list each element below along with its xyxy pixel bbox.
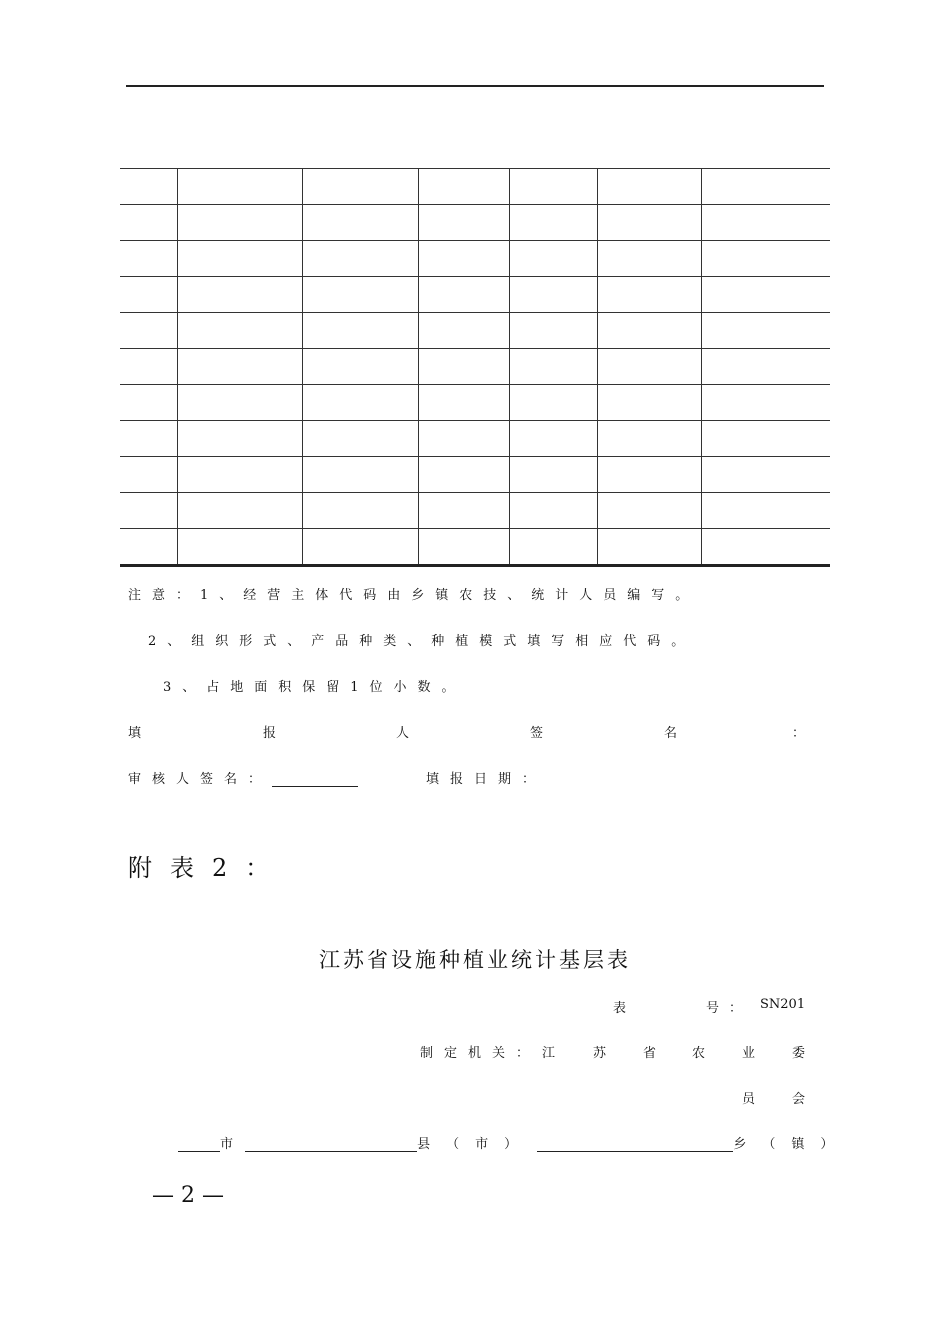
table-cell[interactable]	[418, 205, 509, 241]
table-cell[interactable]	[597, 529, 701, 566]
table-cell[interactable]	[418, 313, 509, 349]
authority-char: 农	[692, 1046, 706, 1061]
county-blank[interactable]	[245, 1137, 417, 1152]
authority-char: 员	[742, 1092, 756, 1107]
table-cell[interactable]	[302, 241, 418, 277]
table-cell[interactable]	[177, 421, 302, 457]
table-cell[interactable]	[597, 349, 701, 385]
top-rule	[126, 85, 824, 87]
table-cell[interactable]	[701, 277, 830, 313]
table-cell[interactable]	[701, 529, 830, 566]
table-cell[interactable]	[509, 241, 597, 277]
table-cell[interactable]	[597, 457, 701, 493]
table-cell[interactable]	[177, 349, 302, 385]
reviewer-signature-row	[128, 768, 358, 787]
table-cell[interactable]	[177, 205, 302, 241]
table-row	[120, 385, 830, 421]
authority-label: 制定机关：	[420, 1046, 541, 1061]
table-cell[interactable]	[701, 169, 830, 205]
table-row	[120, 241, 830, 277]
table-cell[interactable]	[597, 421, 701, 457]
table-cell[interactable]	[509, 457, 597, 493]
table-cell[interactable]	[120, 457, 177, 493]
table-cell[interactable]	[120, 205, 177, 241]
filler-char-2: 报	[263, 726, 277, 741]
table-cell[interactable]	[418, 493, 509, 529]
table-cell[interactable]	[120, 529, 177, 566]
table-cell[interactable]	[177, 457, 302, 493]
table-cell[interactable]	[120, 241, 177, 277]
table-cell[interactable]	[177, 277, 302, 313]
table-cell[interactable]	[418, 385, 509, 421]
table-cell[interactable]	[120, 493, 177, 529]
table-row	[120, 349, 830, 385]
filler-char-4: 签	[530, 726, 544, 741]
table-row	[120, 313, 830, 349]
table-cell[interactable]	[509, 205, 597, 241]
table-cell[interactable]	[701, 313, 830, 349]
table-cell[interactable]	[177, 313, 302, 349]
table-cell[interactable]	[302, 349, 418, 385]
table-row	[120, 457, 830, 493]
table-cell[interactable]	[120, 349, 177, 385]
table-row	[120, 205, 830, 241]
table-cell[interactable]	[418, 529, 509, 566]
note-2: 2、组织形式、产品种类、种植模式填写相应代码。	[148, 634, 696, 649]
table-cell[interactable]	[418, 421, 509, 457]
page-number: — 2 —	[152, 1183, 224, 1208]
table-cell[interactable]	[509, 313, 597, 349]
city-label: 市	[220, 1137, 234, 1152]
table-cell[interactable]	[597, 169, 701, 205]
table-cell[interactable]	[509, 529, 597, 566]
table-cell[interactable]	[597, 385, 701, 421]
note-1: 注意：1、经营主体代码由乡镇农技、统计人员编写。	[128, 588, 700, 603]
authority-char: 省	[643, 1046, 657, 1061]
table-row	[120, 529, 830, 566]
table-cell[interactable]	[302, 169, 418, 205]
authority-char: 委	[792, 1046, 806, 1061]
table-cell[interactable]	[418, 169, 509, 205]
table-cell[interactable]	[597, 277, 701, 313]
table-cell[interactable]	[701, 493, 830, 529]
table-cell[interactable]	[597, 493, 701, 529]
authority-char: 业	[742, 1046, 756, 1061]
reviewer-label: 审核人签名：	[128, 772, 273, 787]
filler-char-5: 名	[664, 726, 678, 741]
table-cell[interactable]	[302, 205, 418, 241]
authority-char: 苏	[593, 1046, 607, 1061]
location-row	[178, 1133, 849, 1152]
town-blank[interactable]	[537, 1137, 733, 1152]
date-label: 填报日期：	[426, 772, 547, 787]
table-cell[interactable]	[177, 493, 302, 529]
table-cell[interactable]	[509, 493, 597, 529]
city-blank[interactable]	[178, 1137, 220, 1152]
table-no-label-2: 号：	[706, 1001, 753, 1016]
table-cell[interactable]	[302, 277, 418, 313]
town-label: 乡（镇）	[733, 1137, 850, 1152]
table-cell[interactable]	[177, 169, 302, 205]
table-cell[interactable]	[509, 421, 597, 457]
table-cell[interactable]	[120, 277, 177, 313]
table-cell[interactable]	[120, 385, 177, 421]
data-table	[120, 168, 830, 567]
table-cell[interactable]	[418, 241, 509, 277]
table-row	[120, 421, 830, 457]
table-row	[120, 493, 830, 529]
table-cell[interactable]	[509, 169, 597, 205]
table-cell[interactable]	[701, 385, 830, 421]
table-cell[interactable]	[120, 313, 177, 349]
table-cell[interactable]	[302, 385, 418, 421]
reviewer-signature-line[interactable]	[272, 772, 358, 787]
table-cell[interactable]	[597, 205, 701, 241]
note-3: 3、占地面积保留1位小数。	[163, 680, 466, 695]
authority-char: 会	[792, 1092, 806, 1107]
table-cell[interactable]	[302, 457, 418, 493]
table-cell[interactable]	[597, 241, 701, 277]
table-no-label: 表	[613, 1001, 627, 1016]
form-title: 江苏省设施种植业统计基层表	[319, 948, 631, 972]
table-cell[interactable]	[418, 457, 509, 493]
table-cell[interactable]	[701, 241, 830, 277]
table-cell[interactable]	[302, 421, 418, 457]
table-row	[120, 169, 830, 205]
table-cell[interactable]	[177, 529, 302, 566]
table-cell[interactable]	[120, 169, 177, 205]
table-cell[interactable]	[302, 529, 418, 566]
table-cell[interactable]	[418, 277, 509, 313]
table-cell[interactable]	[302, 313, 418, 349]
filler-char-1: 填	[128, 726, 142, 741]
table-no-value: SN201	[760, 997, 806, 1012]
county-label: 县（市）	[417, 1137, 534, 1152]
table-cell[interactable]	[509, 277, 597, 313]
table-cell[interactable]	[701, 349, 830, 385]
filler-char-6: ：	[792, 726, 806, 741]
table-cell[interactable]	[120, 421, 177, 457]
table-row	[120, 277, 830, 313]
filler-char-3: 人	[396, 726, 410, 741]
table-cell[interactable]	[701, 457, 830, 493]
table-cell[interactable]	[509, 385, 597, 421]
authority-char: 江	[542, 1046, 556, 1061]
table-cell[interactable]	[177, 241, 302, 277]
table-cell[interactable]	[597, 313, 701, 349]
table-cell[interactable]	[177, 385, 302, 421]
attachment-label: 附表2：	[128, 854, 288, 882]
table-cell[interactable]	[701, 421, 830, 457]
table-cell[interactable]	[418, 349, 509, 385]
table-cell[interactable]	[509, 349, 597, 385]
table-cell[interactable]	[302, 493, 418, 529]
table-cell[interactable]	[701, 205, 830, 241]
